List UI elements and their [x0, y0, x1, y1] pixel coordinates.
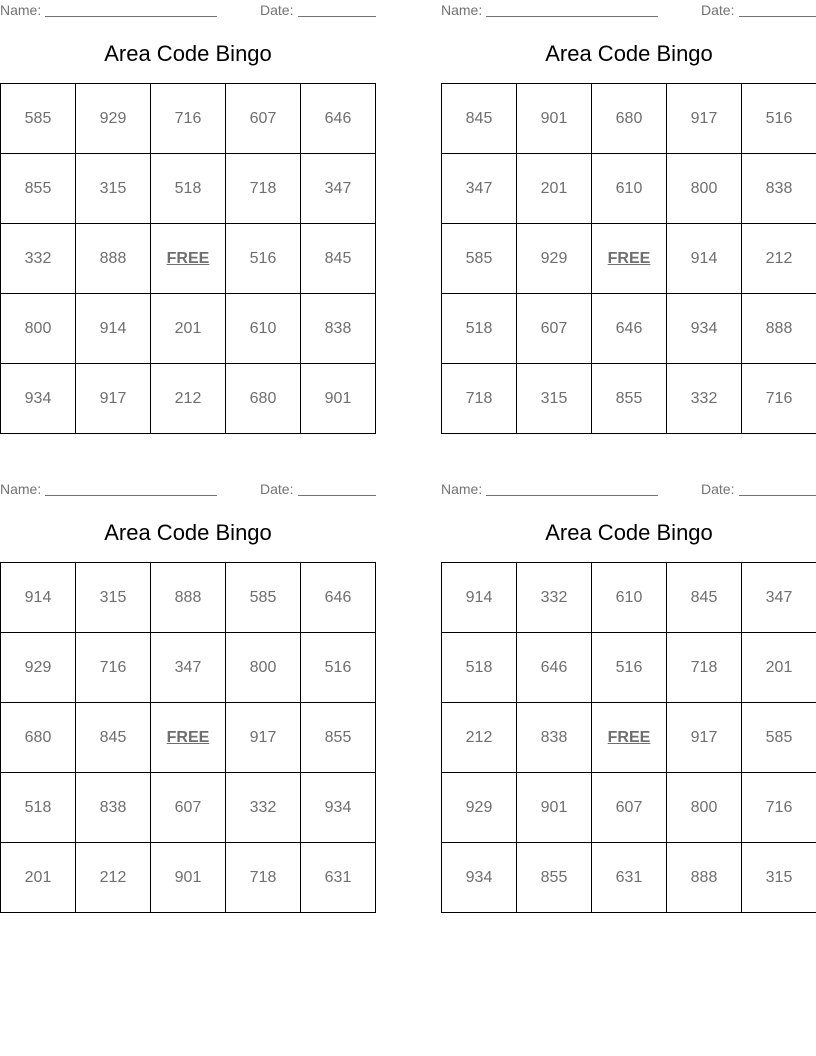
- grid-cell[interactable]: 516: [742, 84, 816, 154]
- grid-row: [442, 843, 816, 913]
- grid-row: [1, 703, 376, 773]
- grid-cell[interactable]: 347: [151, 633, 226, 703]
- grid-cell[interactable]: 518: [442, 633, 517, 703]
- grid-cell[interactable]: 518: [442, 294, 517, 364]
- grid-cell[interactable]: 800: [1, 294, 76, 364]
- grid-cell[interactable]: 855: [517, 843, 592, 913]
- grid-cell[interactable]: 917: [226, 703, 301, 773]
- bingo-grid: [0, 562, 376, 913]
- card-title: Area Code Bingo: [104, 41, 272, 66]
- name-label: Name:: [441, 481, 483, 497]
- grid-cell[interactable]: 914: [442, 563, 517, 633]
- date-label: Date:: [701, 2, 735, 18]
- grid-cell[interactable]: 914: [76, 294, 151, 364]
- grid-row: [1, 364, 376, 434]
- name-label: Name:: [441, 2, 483, 18]
- grid-cell[interactable]: 201: [517, 154, 592, 224]
- grid-cell[interactable]: 718: [667, 633, 742, 703]
- grid-row: [442, 773, 816, 843]
- grid-cell[interactable]: 610: [592, 154, 667, 224]
- grid-cell[interactable]: 516: [226, 224, 301, 294]
- grid-cell[interactable]: 917: [76, 364, 151, 434]
- grid-cell[interactable]: 315: [76, 154, 151, 224]
- grid-cell[interactable]: 585: [1, 84, 76, 154]
- grid-row: [442, 84, 816, 154]
- card-title: Area Code Bingo: [545, 520, 713, 545]
- grid-row: [1, 633, 376, 703]
- grid-cell[interactable]: 315: [517, 364, 592, 434]
- grid-cell[interactable]: 646: [517, 633, 592, 703]
- grid-row: [442, 154, 816, 224]
- grid-cell[interactable]: 888: [76, 224, 151, 294]
- grid-cell[interactable]: 201: [151, 294, 226, 364]
- grid-cell[interactable]: 212: [76, 843, 151, 913]
- grid-cell[interactable]: 610: [592, 563, 667, 633]
- date-label: Date:: [260, 2, 294, 18]
- grid-cell[interactable]: 838: [76, 773, 151, 843]
- grid-cell[interactable]: 934: [1, 364, 76, 434]
- date-label: Date:: [260, 481, 294, 497]
- bingo-grid: [441, 83, 816, 434]
- grid-cell[interactable]: 838: [517, 703, 592, 773]
- free-space[interactable]: FREE: [151, 703, 226, 773]
- name-label: Name:: [0, 481, 42, 497]
- grid-cell[interactable]: 716: [151, 84, 226, 154]
- grid-cell[interactable]: 901: [151, 843, 226, 913]
- bingo-grid: [0, 83, 376, 434]
- grid-cell[interactable]: 585: [226, 563, 301, 633]
- grid-cell[interactable]: 585: [442, 224, 517, 294]
- date-field[interactable]: [298, 16, 376, 17]
- grid-cell[interactable]: 901: [517, 84, 592, 154]
- grid-cell[interactable]: 347: [742, 563, 816, 633]
- grid-cell[interactable]: 845: [301, 224, 376, 294]
- grid-cell[interactable]: 800: [667, 773, 742, 843]
- name-field[interactable]: [486, 495, 658, 496]
- grid-cell[interactable]: 716: [76, 633, 151, 703]
- grid-cell[interactable]: 631: [592, 843, 667, 913]
- date-field[interactable]: [739, 495, 816, 496]
- grid-cell[interactable]: 332: [667, 364, 742, 434]
- grid-cell[interactable]: 585: [742, 703, 816, 773]
- grid-cell[interactable]: 516: [592, 633, 667, 703]
- grid-cell[interactable]: 212: [442, 703, 517, 773]
- name-label: Name:: [0, 2, 42, 18]
- name-field[interactable]: [45, 495, 217, 496]
- grid-row: [442, 364, 816, 434]
- grid-cell[interactable]: 716: [742, 364, 816, 434]
- grid-row: [442, 563, 816, 633]
- grid-cell[interactable]: 929: [76, 84, 151, 154]
- grid-row: [1, 224, 376, 294]
- grid-cell[interactable]: 901: [517, 773, 592, 843]
- grid-cell[interactable]: 347: [442, 154, 517, 224]
- grid-cell[interactable]: 914: [667, 224, 742, 294]
- grid-cell[interactable]: 838: [742, 154, 816, 224]
- free-space[interactable]: FREE: [151, 224, 226, 294]
- grid-cell[interactable]: 929: [442, 773, 517, 843]
- grid-cell[interactable]: 845: [667, 563, 742, 633]
- grid-cell[interactable]: 838: [301, 294, 376, 364]
- grid-cell[interactable]: 934: [301, 773, 376, 843]
- free-space[interactable]: FREE: [592, 703, 667, 773]
- grid-cell[interactable]: 888: [742, 294, 816, 364]
- grid-cell[interactable]: 518: [1, 773, 76, 843]
- grid-cell[interactable]: 646: [301, 563, 376, 633]
- grid-cell[interactable]: 516: [301, 633, 376, 703]
- grid-row: [442, 294, 816, 364]
- grid-row: [442, 224, 816, 294]
- grid-cell[interactable]: 934: [667, 294, 742, 364]
- grid-cell[interactable]: 332: [226, 773, 301, 843]
- grid-cell[interactable]: 680: [226, 364, 301, 434]
- grid-cell[interactable]: 332: [517, 563, 592, 633]
- grid-cell[interactable]: 607: [151, 773, 226, 843]
- grid-cell[interactable]: 914: [1, 563, 76, 633]
- grid-row: [1, 843, 376, 913]
- name-field[interactable]: [45, 16, 217, 17]
- grid-cell[interactable]: 610: [226, 294, 301, 364]
- free-space[interactable]: FREE: [592, 224, 667, 294]
- grid-cell[interactable]: 315: [76, 563, 151, 633]
- grid-row: [1, 773, 376, 843]
- grid-cell[interactable]: 718: [226, 154, 301, 224]
- grid-cell[interactable]: 901: [301, 364, 376, 434]
- grid-cell[interactable]: 347: [301, 154, 376, 224]
- card-header: [0, 479, 376, 499]
- grid-cell[interactable]: 855: [301, 703, 376, 773]
- grid-cell[interactable]: 845: [76, 703, 151, 773]
- grid-cell[interactable]: 607: [517, 294, 592, 364]
- grid-cell[interactable]: 212: [742, 224, 816, 294]
- grid-cell[interactable]: 888: [667, 843, 742, 913]
- card-header: [441, 479, 816, 499]
- date-field[interactable]: [739, 16, 816, 17]
- grid-cell[interactable]: 631: [301, 843, 376, 913]
- grid-cell[interactable]: 518: [151, 154, 226, 224]
- date-field[interactable]: [298, 495, 376, 496]
- grid-cell[interactable]: 934: [442, 843, 517, 913]
- grid-cell[interactable]: 607: [592, 773, 667, 843]
- grid-cell[interactable]: 917: [667, 703, 742, 773]
- grid-cell[interactable]: 201: [1, 843, 76, 913]
- name-field[interactable]: [486, 16, 658, 17]
- grid-cell[interactable]: 917: [667, 84, 742, 154]
- bingo-grid: [441, 562, 816, 913]
- grid-cell[interactable]: 718: [442, 364, 517, 434]
- grid-cell[interactable]: 800: [667, 154, 742, 224]
- grid-cell[interactable]: 332: [1, 224, 76, 294]
- grid-cell[interactable]: 929: [517, 224, 592, 294]
- grid-cell[interactable]: 212: [151, 364, 226, 434]
- grid-cell[interactable]: 646: [301, 84, 376, 154]
- grid-row: [1, 294, 376, 364]
- card-header: [0, 0, 376, 20]
- grid-cell[interactable]: 855: [1, 154, 76, 224]
- grid-cell[interactable]: 680: [1, 703, 76, 773]
- grid-cell[interactable]: 855: [592, 364, 667, 434]
- card-title: Area Code Bingo: [545, 41, 713, 66]
- grid-row: [1, 154, 376, 224]
- grid-cell[interactable]: 201: [742, 633, 816, 703]
- grid-cell[interactable]: 800: [226, 633, 301, 703]
- date-label: Date:: [701, 481, 735, 497]
- grid-cell[interactable]: 646: [592, 294, 667, 364]
- grid-cell[interactable]: 888: [151, 563, 226, 633]
- grid-cell[interactable]: 718: [226, 843, 301, 913]
- grid-cell[interactable]: 845: [442, 84, 517, 154]
- grid-row: [1, 84, 376, 154]
- grid-cell[interactable]: 716: [742, 773, 816, 843]
- card-title: Area Code Bingo: [104, 520, 272, 545]
- grid-row: [1, 563, 376, 633]
- grid-row: [442, 703, 816, 773]
- card-header: [441, 0, 816, 20]
- grid-cell[interactable]: 607: [226, 84, 301, 154]
- grid-row: [442, 633, 816, 703]
- grid-cell[interactable]: 315: [742, 843, 816, 913]
- grid-cell[interactable]: 929: [1, 633, 76, 703]
- grid-cell[interactable]: 680: [592, 84, 667, 154]
